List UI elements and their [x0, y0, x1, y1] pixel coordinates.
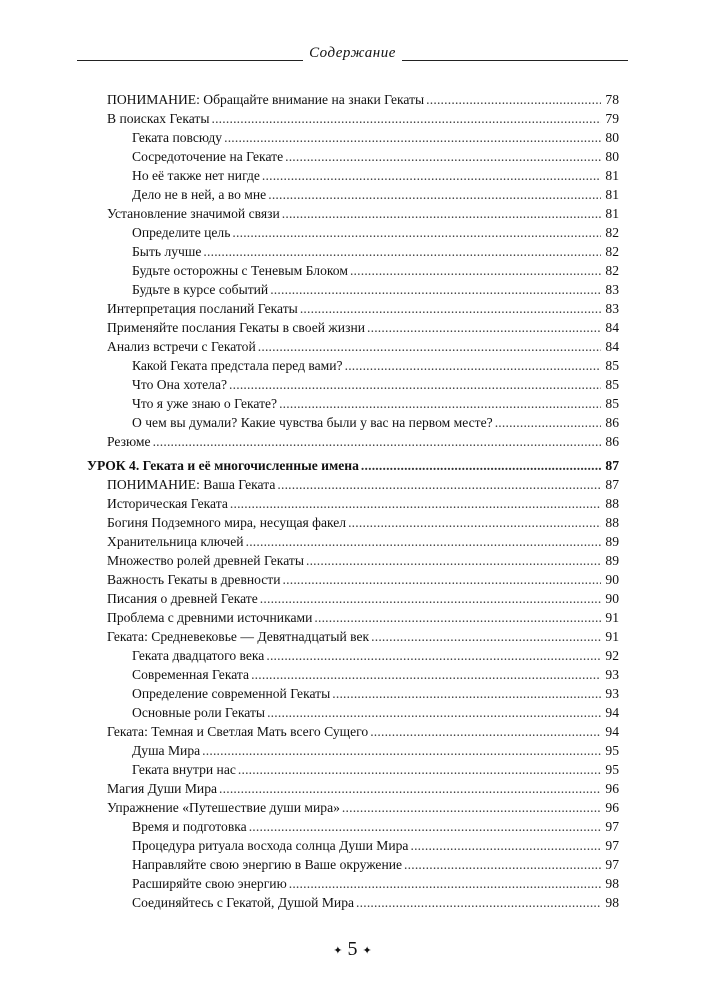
toc-leader-dots [270, 280, 601, 299]
toc-entry-title: Быть лучше [132, 244, 202, 259]
toc-entry[interactable] [107, 413, 619, 432]
toc-leader-dots [232, 223, 601, 242]
toc-leader-dots [246, 532, 601, 551]
toc-leader-dots [306, 551, 601, 570]
toc-entry-page: 85 [605, 358, 619, 373]
toc-entry[interactable] [107, 589, 619, 608]
toc-entry[interactable] [107, 432, 619, 451]
toc-leader-dots [202, 741, 601, 760]
toc-entry-title: Определите цель [132, 225, 231, 240]
toc-entry-page: 94 [605, 724, 619, 739]
toc-leader-dots [258, 337, 601, 356]
toc-entry-title: Анализ встречи с Гекатой [107, 339, 256, 354]
toc-entry-page: 91 [605, 610, 619, 625]
toc-entry[interactable] [107, 570, 619, 589]
toc-entry-title: Расширяйте свою энергию [132, 876, 287, 891]
toc-entry[interactable] [107, 318, 619, 337]
toc-entry-title: Основные роли Гекаты [132, 705, 266, 720]
toc-entry[interactable] [107, 703, 619, 722]
toc-entry-title: Что я уже знаю о Гекате? [132, 396, 278, 411]
toc-entry[interactable] [107, 532, 619, 551]
ornament-icon-left: ✦ [333, 944, 343, 957]
toc-entry-page: 95 [605, 762, 619, 777]
toc-entry[interactable] [107, 855, 619, 874]
toc-entry[interactable] [107, 627, 619, 646]
toc-entry-title: Множество ролей древней Гекаты [107, 553, 304, 568]
toc-leader-dots [282, 204, 601, 223]
toc-entry-title: Какой Геката предстала перед вами? [132, 358, 343, 373]
toc-leader-dots [332, 684, 601, 703]
toc-entry-page: 79 [605, 111, 619, 126]
table-of-contents [87, 90, 619, 912]
toc-entry-title: Геката повсюду [132, 130, 223, 145]
toc-entry[interactable] [107, 646, 619, 665]
toc-leader-dots [367, 318, 601, 337]
toc-entry-title: Геката двадцатого века [132, 648, 265, 663]
toc-entry-page: 93 [605, 686, 619, 701]
toc-entry[interactable] [107, 204, 619, 223]
toc-leader-dots [238, 760, 601, 779]
toc-entry-page: 86 [605, 415, 619, 430]
toc-entry-page: 96 [605, 781, 619, 796]
toc-entry[interactable] [107, 261, 619, 280]
toc-leader-dots [266, 646, 601, 665]
toc-entry[interactable] [107, 874, 619, 893]
toc-entry[interactable] [107, 185, 619, 204]
toc-entry[interactable] [107, 760, 619, 779]
toc-entry-page: 80 [605, 130, 619, 145]
toc-entry-title: Историческая Геката [107, 496, 228, 511]
toc-entry-page: 81 [605, 187, 619, 202]
toc-entry[interactable] [107, 817, 619, 836]
toc-leader-dots [350, 261, 601, 280]
toc-entry-page: 84 [605, 320, 619, 335]
toc-entry[interactable] [107, 166, 619, 185]
toc-entry-page: 97 [605, 819, 619, 834]
toc-entry-title: Направляйте свою энергию в Ваше окружение [132, 857, 403, 872]
toc-entry-page: 84 [605, 339, 619, 354]
toc-leader-dots [229, 375, 601, 394]
toc-entry[interactable] [107, 665, 619, 684]
toc-entry-page: 87 [605, 458, 619, 473]
toc-entry-page: 80 [605, 149, 619, 164]
toc-entry-title: Но её также нет нигде [132, 168, 260, 183]
ornament-icon-right: ✦ [362, 944, 372, 957]
toc-entry-page: 85 [605, 396, 619, 411]
toc-entry[interactable] [107, 280, 619, 299]
toc-entry-page: 92 [605, 648, 619, 663]
toc-entry[interactable] [107, 684, 619, 703]
toc-entry-title: Соединяйтесь с Гекатой, Душой Мира [132, 895, 355, 910]
toc-entry[interactable] [107, 494, 619, 513]
toc-entry[interactable] [107, 128, 619, 147]
toc-entry[interactable] [107, 375, 619, 394]
toc-entry[interactable] [107, 90, 619, 109]
page-number: 5 [347, 938, 358, 960]
toc-leader-dots [219, 779, 601, 798]
toc-entry[interactable] [107, 513, 619, 532]
toc-entry-page: 82 [605, 225, 619, 240]
toc-entry-page: 98 [605, 895, 619, 910]
toc-entry[interactable] [107, 242, 619, 261]
toc-entry-title: Установление значимой связи [107, 206, 280, 221]
toc-entry-title: Геката: Средневековье — Девятнадцатый век [107, 629, 370, 644]
toc-entry-title: Процедура ритуала восхода солнца Души Мира [132, 838, 409, 853]
toc-entry-page: 90 [605, 591, 619, 606]
toc-entry-title: Упражнение «Путешествие души мира» [107, 800, 340, 815]
toc-entry[interactable] [107, 147, 619, 166]
toc-leader-dots [251, 665, 601, 684]
toc-entry-title: Проблема с древними источниками [107, 610, 313, 625]
toc-entry-page: 89 [605, 534, 619, 549]
toc-entry[interactable] [107, 722, 619, 741]
toc-entry-page: 83 [605, 282, 619, 297]
toc-entry-page: 90 [605, 572, 619, 587]
toc-entry-title: Дело не в ней, а во мне [132, 187, 267, 202]
toc-entry-title: УРОК 4. Геката и её многочисленные имена [87, 458, 359, 473]
toc-leader-dots [224, 128, 601, 147]
toc-entry-page: 86 [605, 434, 619, 449]
toc-entry-title: Время и подготовка [132, 819, 247, 834]
toc-leader-dots [361, 456, 601, 475]
toc-entry[interactable] [107, 836, 619, 855]
toc-leader-dots [410, 836, 601, 855]
toc-leader-dots [342, 798, 601, 817]
toc-entry-title: Душа Мира [132, 743, 201, 758]
toc-leader-dots [314, 608, 601, 627]
toc-leader-dots [285, 147, 601, 166]
toc-entry[interactable] [107, 356, 619, 375]
toc-leader-dots [268, 185, 601, 204]
toc-entry[interactable] [107, 109, 619, 128]
toc-entry[interactable] [107, 299, 619, 318]
toc-chapter-entry[interactable] [87, 456, 619, 475]
toc-entry[interactable] [107, 741, 619, 760]
toc-entry-title: Геката внутри нас [132, 762, 236, 777]
toc-entry-page: 82 [605, 263, 619, 278]
toc-entry-page: 94 [605, 705, 619, 720]
toc-entry-page: 78 [605, 92, 619, 107]
toc-entry[interactable] [107, 551, 619, 570]
toc-entry[interactable] [107, 608, 619, 627]
toc-entry[interactable] [107, 475, 619, 494]
toc-entry-page: 91 [605, 629, 619, 644]
toc-leader-dots [211, 109, 601, 128]
toc-entry-page: 81 [605, 206, 619, 221]
toc-leader-dots [300, 299, 601, 318]
page-footer [0, 938, 705, 961]
toc-entry-title: Современная Геката [132, 667, 250, 682]
toc-entry-page: 93 [605, 667, 619, 682]
toc-entry-title: Определение современной Гекаты [132, 686, 331, 701]
toc-leader-dots [249, 817, 601, 836]
toc-entry-page: 88 [605, 496, 619, 511]
toc-leader-dots [356, 893, 601, 912]
running-header-title: Содержание [303, 45, 402, 61]
toc-entry-page: 85 [605, 377, 619, 392]
toc-entry-title: Хранительница ключей [107, 534, 244, 549]
toc-leader-dots [495, 413, 601, 432]
toc-leader-dots [289, 874, 601, 893]
toc-entry-page: 88 [605, 515, 619, 530]
toc-entry-page: 98 [605, 876, 619, 891]
toc-entry-title: О чем вы думали? Какие чувства были у вас на первом месте? [132, 415, 493, 430]
toc-entry-title: Интерпретация посланий Гекаты [107, 301, 298, 316]
toc-leader-dots [262, 166, 601, 185]
toc-leader-dots [267, 703, 601, 722]
toc-entry-page: 89 [605, 553, 619, 568]
toc-entry-title: Геката: Темная и Светлая Мать всего Сущего [107, 724, 369, 739]
toc-entry[interactable] [107, 337, 619, 356]
toc-leader-dots [371, 627, 601, 646]
toc-leader-dots [283, 570, 601, 589]
toc-leader-dots [153, 432, 601, 451]
toc-leader-dots [426, 90, 601, 109]
toc-entry-title: Что Она хотела? [132, 377, 228, 392]
toc-entry-page: 96 [605, 800, 619, 815]
toc-entry-title: ПОНИМАНИЕ: Ваша Геката [107, 477, 276, 492]
toc-entry-page: 83 [605, 301, 619, 316]
toc-entry[interactable] [107, 223, 619, 242]
toc-leader-dots [203, 242, 601, 261]
toc-leader-dots [348, 513, 601, 532]
toc-entry-title: Магия Души Мира [107, 781, 218, 796]
toc-leader-dots [345, 356, 601, 375]
toc-leader-dots [370, 722, 601, 741]
toc-leader-dots [279, 394, 601, 413]
toc-entry-title: Резюме [107, 434, 151, 449]
toc-leader-dots [277, 475, 601, 494]
toc-entry-title: Сосредоточение на Гекате [132, 149, 284, 164]
toc-entry-title: Писания о древней Гекате [107, 591, 258, 606]
toc-leader-dots [230, 494, 601, 513]
toc-entry-page: 81 [605, 168, 619, 183]
toc-entry-title: Важность Гекаты в древности [107, 572, 281, 587]
toc-entry-page: 87 [605, 477, 619, 492]
toc-entry[interactable] [107, 779, 619, 798]
toc-entry-page: 82 [605, 244, 619, 259]
toc-leader-dots [260, 589, 601, 608]
toc-entry-title: В поисках Гекаты [107, 111, 210, 126]
toc-entry-page: 97 [605, 857, 619, 872]
toc-entry-title: Будьте в курсе событий [132, 282, 269, 297]
toc-entry-title: Богиня Подземного мира, несущая факел [107, 515, 347, 530]
toc-entry[interactable] [107, 394, 619, 413]
toc-entry-page: 97 [605, 838, 619, 853]
toc-leader-dots [404, 855, 601, 874]
toc-entry[interactable] [107, 798, 619, 817]
toc-entry-title: Применяйте послания Гекаты в своей жизни [107, 320, 366, 335]
toc-entry-page: 95 [605, 743, 619, 758]
toc-entry-title: Будьте осторожны с Теневым Блоком [132, 263, 348, 278]
toc-entry-title: ПОНИМАНИЕ: Обращайте внимание на знаки Гекаты [107, 92, 425, 107]
toc-entry[interactable] [107, 893, 619, 912]
